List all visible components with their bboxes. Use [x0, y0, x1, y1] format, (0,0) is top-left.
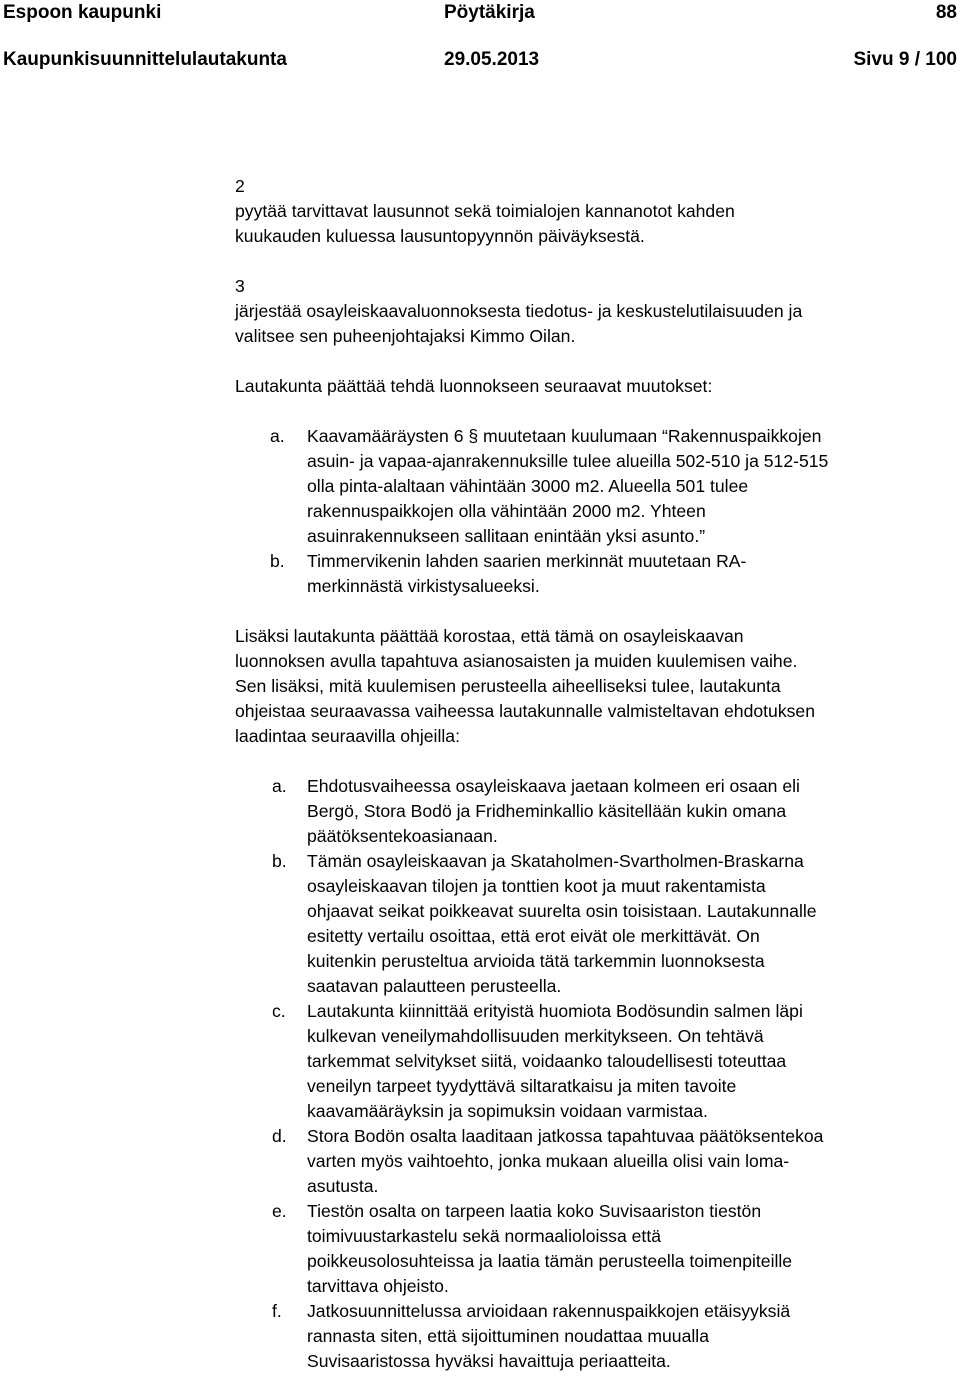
- list-line: olla pinta-alaltaan vähintään 3000 m2. Alueella 501 tulee: [307, 476, 749, 496]
- page-number: Sivu 9 / 100: [853, 49, 957, 70]
- list-line: saatavan palautteen perusteella.: [307, 976, 562, 996]
- meeting-date: 29.05.2013: [444, 49, 540, 70]
- committee-name: Kaupunkisuunnittelulautakunta: [3, 49, 287, 70]
- list-line: Timmervikenin lahden saarien merkinnät muutetaan RA-: [307, 551, 747, 571]
- list-line: osayleiskaavan tilojen ja tonttien koot ja muut rakentamista: [307, 876, 766, 896]
- item-3-line: valitsee sen puheenjohtajaksi Kimmo Oilan.: [235, 326, 576, 346]
- list-line: toimivuustarkastelu sekä normaalioloissa että: [307, 1226, 661, 1246]
- list-line: kuitenkin perusteltua arvioida tätä tarkemmin luonnoksesta: [307, 951, 765, 971]
- list-marker: e.: [272, 1201, 287, 1221]
- list-line: Lautakunta kiinnittää erityistä huomiota Bodösundin salmen läpi: [307, 1001, 803, 1021]
- list-line: Bergö, Stora Bodö ja Fridheminkallio käsitellään kukin omana: [307, 801, 787, 821]
- list-line: esitetty vertailu osoittaa, että erot eivät ole merkittävät. On: [307, 926, 760, 946]
- list-line: Tämän osayleiskaavan ja Skataholmen-Svartholmen-Braskarna: [307, 851, 804, 871]
- list-marker: a.: [270, 426, 285, 446]
- list-item: [0, 424, 957, 549]
- item-2-line: pyytää tarvittavat lausunnot sekä toimialojen kannanotot kahden: [235, 201, 735, 221]
- page-header: [0, 0, 960, 26]
- list-item: [0, 999, 957, 1124]
- list-line: Kaavamääräysten 6 § muutetaan kuulumaan “Rakennuspaikkojen: [307, 426, 822, 446]
- item-2-line: kuukauden kuluessa lausuntopyynnön päiväyksestä.: [235, 226, 645, 246]
- list-line: asuin- ja vapaa-ajanrakennuksille tulee alueilla 502-510 ja 512-515: [307, 451, 829, 471]
- document-type: Pöytäkirja: [444, 2, 535, 23]
- list-line: poikkeusolosuhteissa ja laatia tämän perusteella toimenpiteille: [307, 1251, 793, 1271]
- list-line: merkinnästä virkistysalueeksi.: [307, 576, 540, 596]
- list-marker: c.: [272, 1001, 286, 1021]
- paragraph-line: Sen lisäksi, mitä kuulemisen perusteella aiheelliseksi tulee, lautakunta: [235, 676, 781, 696]
- list-marker: d.: [272, 1126, 287, 1146]
- list-line: rannasta siten, että sijoittuminen noudattaa muualla: [307, 1326, 709, 1346]
- list-line: Ehdotusvaiheessa osayleiskaava jaetaan kolmeen eri osaan eli: [307, 776, 800, 796]
- list-line: Stora Bodön osalta laaditaan jatkossa tapahtuvaa päätöksentekoa: [307, 1126, 824, 1146]
- paragraph-line: ohjeistaa seuraavassa vaiheessa lautakunnalle valmisteltavan ehdotuksen: [235, 701, 815, 721]
- list-item: [0, 1299, 957, 1374]
- list-line: veneilyn tarpeet tyydyttävä siltaratkaisu ja miten tavoite: [307, 1076, 737, 1096]
- list-line: kulkevan veneilymahdollisuuden merkitykseen. On tehtävä: [307, 1026, 764, 1046]
- item-3-line: järjestää osayleiskaavaluonnoksesta tiedotus- ja keskustelutilaisuuden ja: [235, 301, 803, 321]
- list-line: Suvisaaristossa hyväksi havaittuja periaatteita.: [307, 1351, 671, 1371]
- list-line: tarkemmat selvitykset siitä, voidaanko taloudellisesti toteuttaa: [307, 1051, 787, 1071]
- paragraph-line: luonnoksen avulla tapahtuva asianosaisten ja muiden kuulemisen vaihe.: [235, 651, 798, 671]
- paragraph-line: Lisäksi lautakunta päättää korostaa, että tämä on osayleiskaavan: [235, 626, 744, 646]
- list-line: asutusta.: [307, 1176, 379, 1196]
- list-line: kaavamääräyksin ja sopimuksin voidaan varmistaa.: [307, 1101, 708, 1121]
- list-line: tarvittava ohjeisto.: [307, 1276, 449, 1296]
- document-body: [235, 174, 957, 1374]
- list-marker: a.: [272, 776, 287, 796]
- list-line: varten myös vaihtoehto, jonka mukaan alueilla olisi vain loma-: [307, 1151, 790, 1171]
- list-item: [0, 1124, 957, 1199]
- item-3-number: 3: [235, 276, 245, 296]
- list-line: ohjaavat seikat poikkeavat suurelta osin toisistaan. Lautakunnalle: [307, 901, 817, 921]
- list-item: [0, 774, 957, 849]
- list-marker: b.: [270, 551, 285, 571]
- list-line: Tiestön osalta on tarpeen laatia koko Suvisaariston tiestön: [307, 1201, 762, 1221]
- list-item: [0, 1199, 957, 1299]
- item-2-number: 2: [235, 176, 245, 196]
- decision-intro: Lautakunta päättää tehdä luonnokseen seuraavat muutokset:: [235, 376, 713, 396]
- page-subheader: [0, 47, 960, 73]
- changes-list: [0, 424, 957, 599]
- paragraph-line: laadintaa seuraavilla ohjeilla:: [235, 726, 460, 746]
- list-line: rakennuspaikkojen olla vähintään 2000 m2. Yhteen: [307, 501, 706, 521]
- section-number: 88: [935, 2, 957, 23]
- list-item: [0, 549, 957, 599]
- list-marker: f.: [272, 1301, 282, 1321]
- list-item: [0, 849, 957, 999]
- list-marker: b.: [272, 851, 287, 871]
- instructions-list: [235, 774, 957, 1374]
- list-line: asuinrakennukseen sallitaan enintään yksi asunto.”: [307, 526, 706, 546]
- list-line: päätöksentekoasianaan.: [307, 826, 498, 846]
- list-line: Jatkosuunnittelussa arvioidaan rakennuspaikkojen etäisyyksiä: [307, 1301, 791, 1321]
- organization-name: Espoon kaupunki: [3, 2, 162, 23]
